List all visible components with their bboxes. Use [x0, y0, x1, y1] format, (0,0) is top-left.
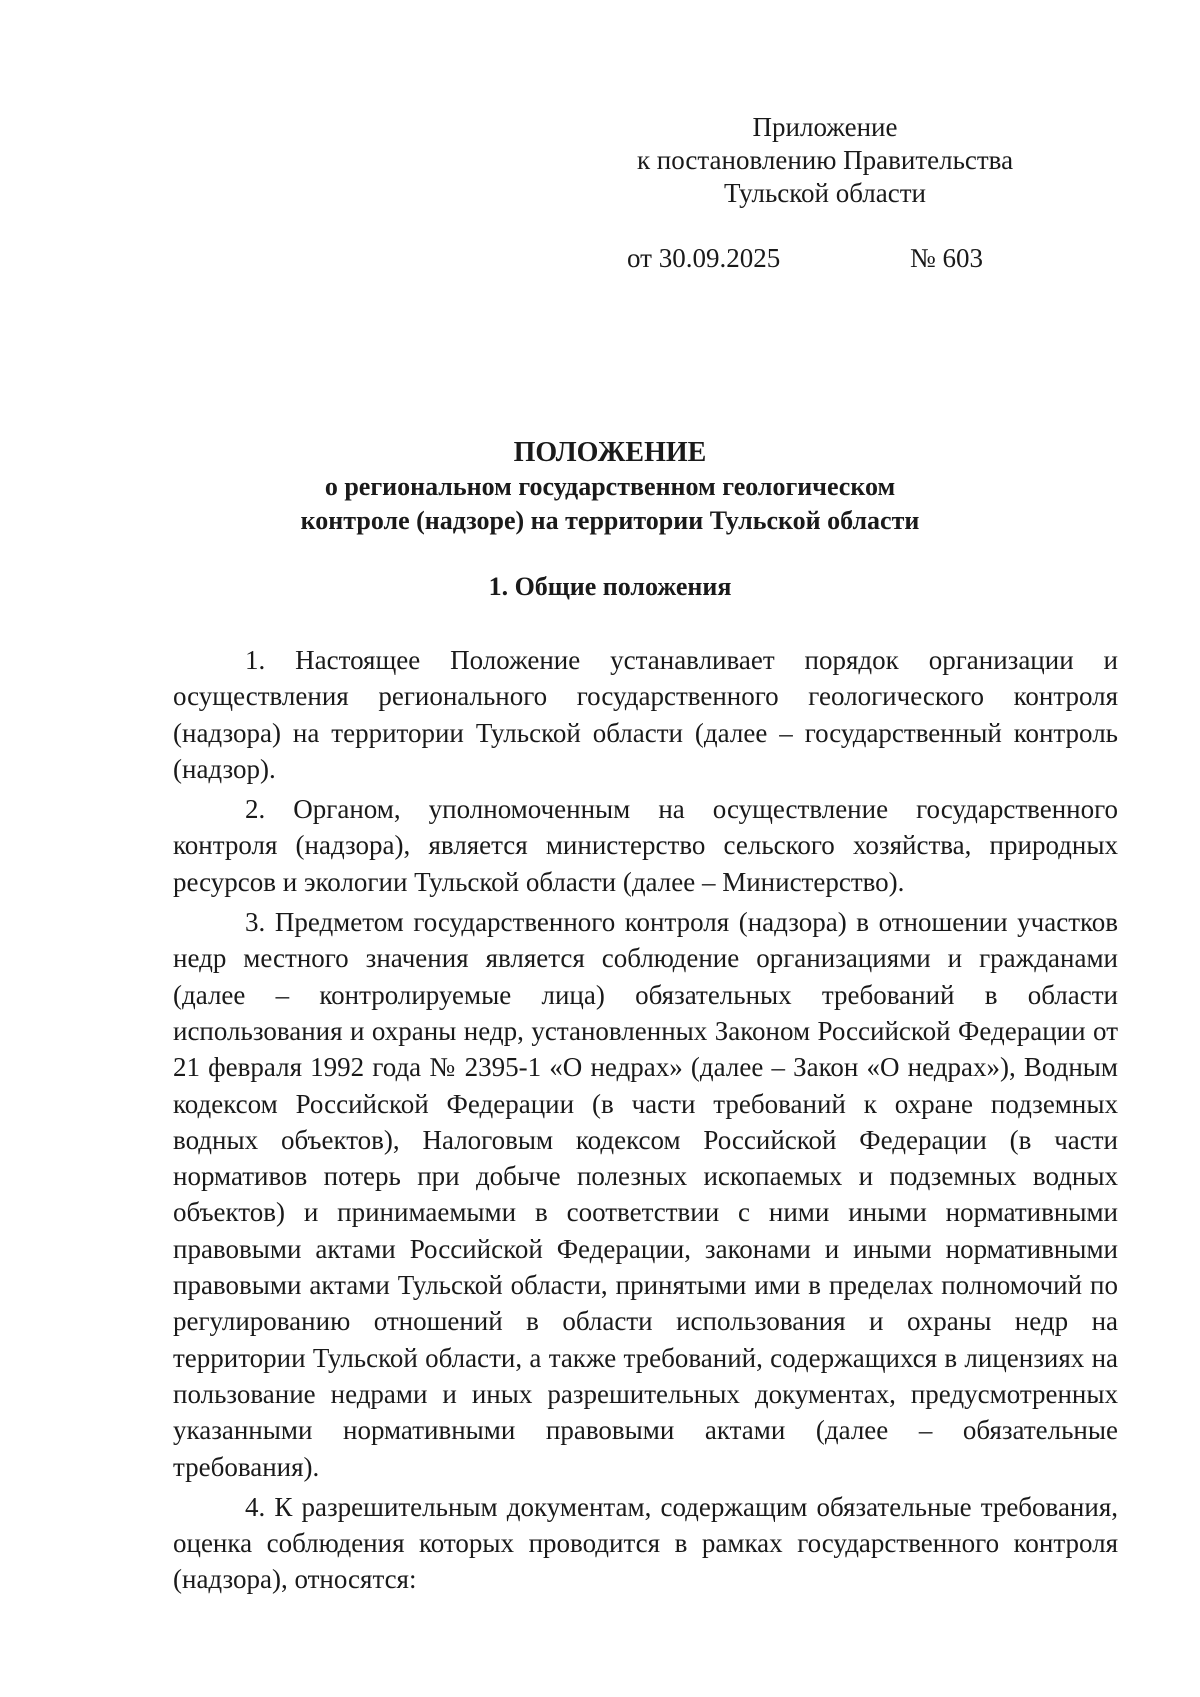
resolution-number: № 603 — [910, 243, 984, 273]
appendix-header — [600, 111, 1050, 210]
paragraph-3: 3. Предметом государственного контроля (надзора) в отношении участков недр местного значения является соблюдение организациями и гражданами (далее – контролируемые лица) обязательных требований в области использования и охраны недр, установленных Законом Российской Федерации от 21 февраля 1992 года № 2395-1 «О недрах» (далее – Закон «О недрах»), Водным кодексом Российской Федерации (в части требований к охране подземных водных объектов), Налоговым кодексом Российской Федерации (в части нормативов потерь при добыче полезных ископаемых и подземных водных объектов) и принимаемыми в соответствии с ними иными нормативными правовыми актами Российской Федерации, законами и иными нормативными правовыми актами Тульской области, принятыми ими в пределах полномочий по регулированию отношений в области использования и охраны недр на территории Тульской области, а также требований, содержащихся в лицензиях на пользование недрами и иных разрешительных документах, предусмотренных указанными нормативными правовыми актами (далее – обязательные требования). — [173, 907, 1118, 1482]
appendix-line-1: Приложение — [752, 112, 898, 142]
document-title — [160, 436, 1060, 538]
appendix-line-3: Тульской области — [724, 178, 926, 208]
document-body — [173, 642, 1118, 1602]
title-line-2: о региональном государственном геологическом — [324, 472, 896, 501]
paragraph-1: 1. Настоящее Положение устанавливает порядок организации и осуществления регионального государственного геологического контроля (надзора) на территории Тульской области (далее – государственный контроль (надзор). — [173, 645, 1118, 784]
resolution-date: от 30.09.2025 — [627, 243, 781, 273]
section-heading: 1. Общие положения — [488, 572, 732, 601]
paragraph-4: 4. К разрешительным документам, содержащим обязательные требования, оценка соблюдения которых проводится в рамках государственного контроля (надзора), относятся: — [173, 1491, 1118, 1595]
appendix-line-2: к постановлению Правительства — [636, 145, 1014, 175]
title-line-3: контроле (надзоре) на территории Тульской области — [300, 506, 920, 535]
paragraph-2: 2. Органом, уполномоченным на осуществление государственного контроля (надзора), является министерство сельского хозяйства, природных ресурсов и экологии Тульской области (далее – Министерство). — [173, 794, 1118, 897]
title-main: ПОЛОЖЕНИЕ — [513, 437, 707, 468]
